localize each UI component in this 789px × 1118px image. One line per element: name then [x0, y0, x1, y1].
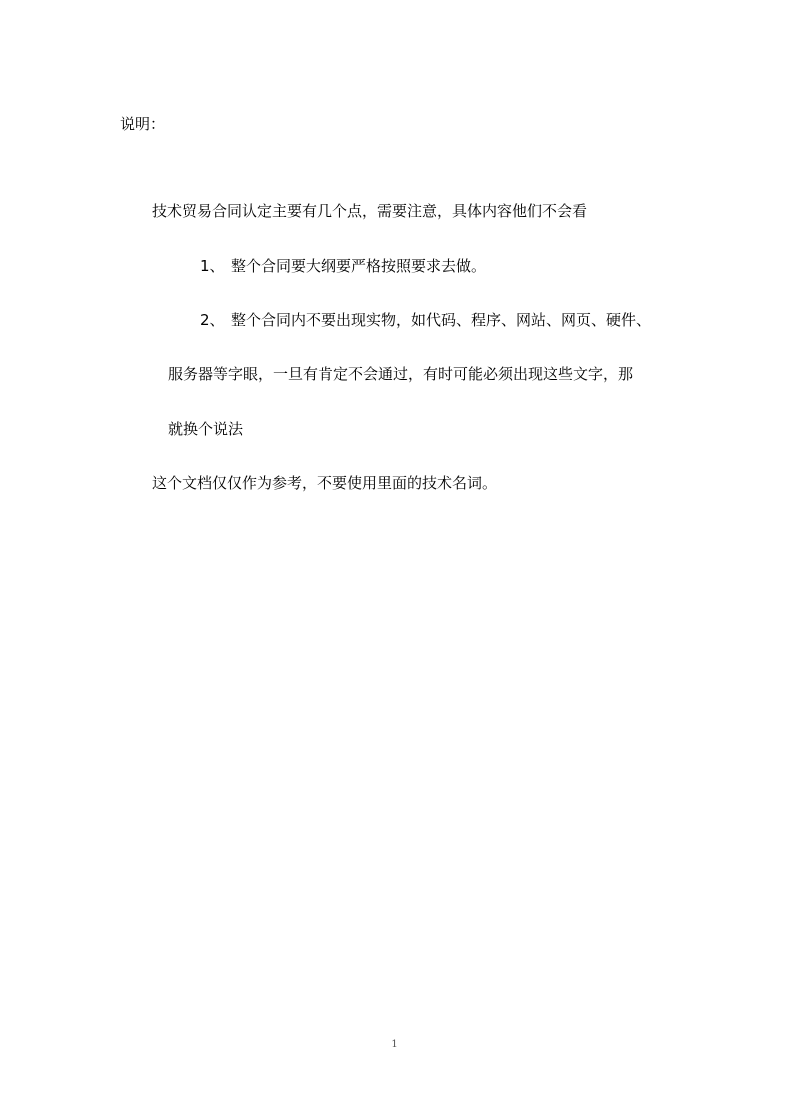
list-item-2-continuation-1: 服务器等字眼，一旦有肯定不会通过，有时可能必须出现这些文字，那 — [168, 365, 634, 383]
list-item-2 — [200, 310, 651, 330]
closing-note: 这个文档仅仅作为参考，不要使用里面的技术名词。 — [152, 474, 498, 492]
list-item-number: 1、 — [200, 257, 225, 275]
intro-paragraph: 技术贸易合同认定主要有几个点，需要注意，具体内容他们不会看 — [152, 202, 588, 220]
list-item-number: 2、 — [200, 311, 225, 329]
list-item-text: 整个合同内不要出现实物，如代码、程序、网站、网页、硬件、 — [231, 311, 652, 329]
list-item-1 — [200, 256, 486, 276]
page-number: 1 — [391, 1039, 398, 1050]
document-heading: 说明： — [120, 115, 166, 133]
list-item-2-continuation-2: 就换个说法 — [168, 420, 244, 438]
list-item-text: 整个合同要大纲要严格按照要求去做。 — [231, 257, 487, 275]
